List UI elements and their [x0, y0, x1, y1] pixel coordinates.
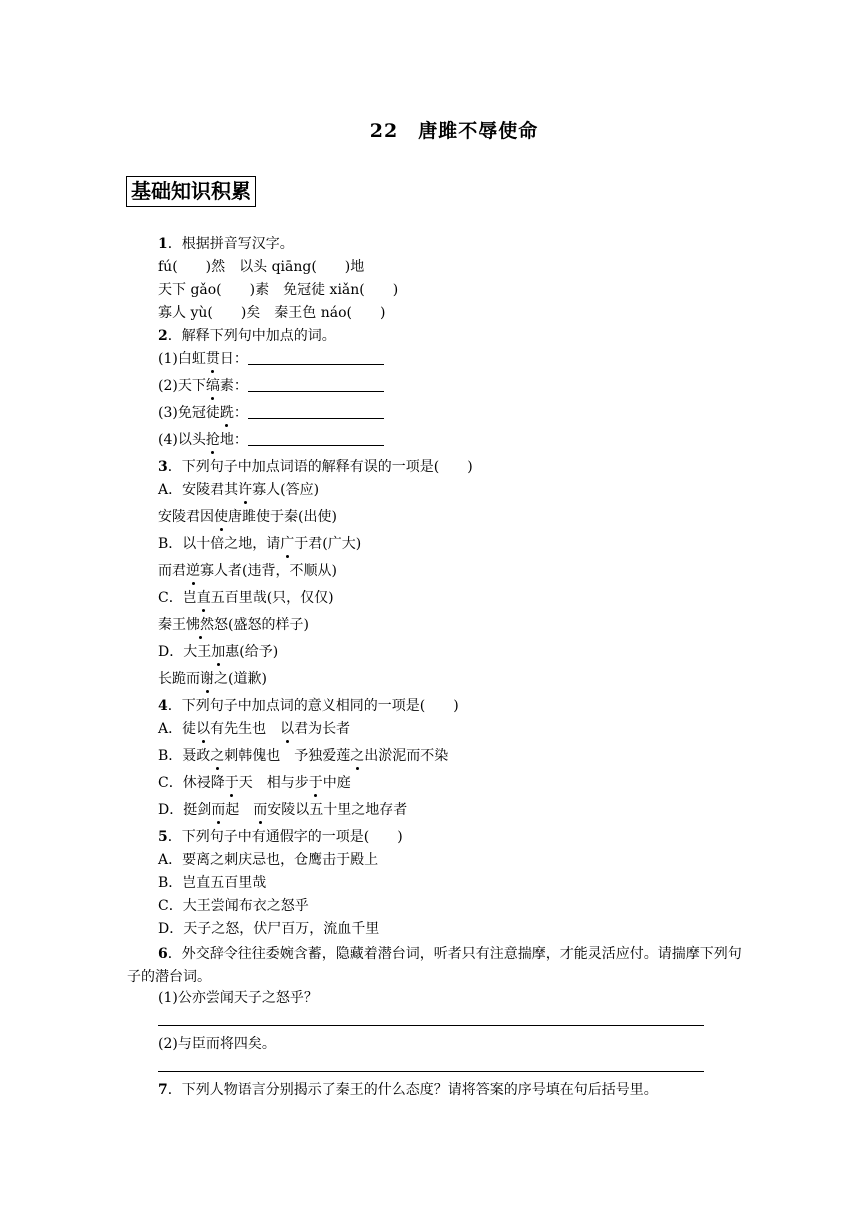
q3-option-c: C．岂直五百里哉(只，仅仅) [158, 590, 334, 606]
q4-option-d: D．挺剑而起 而安陵以五十里之地存者 [158, 802, 408, 818]
q1-line-1: fú( )然 以头 qiāng( )地 [158, 259, 365, 275]
q3-option-d: D．大王加惠(给予) [158, 644, 279, 660]
answer-line-2 [158, 1071, 704, 1072]
q3-option-a: A．安陵君其许寡人(答应) [158, 482, 320, 498]
section-heading: 基础知识积累 [126, 176, 256, 207]
answer-blank [248, 404, 384, 419]
q2-item-4: (4)以头抢地： [158, 431, 384, 449]
question-5: 5．下列句子中有通假字的一项是( ) [158, 829, 403, 845]
q3-option-a-2: 安陵君因使唐雎使于秦(出使) [158, 509, 337, 525]
q2-item-3: (3)免冠徒跣： [158, 404, 384, 422]
q3-option-b: B．以十倍之地，请广于君(广大) [158, 536, 362, 552]
q6-sentence-1: (1)公亦尝闻天子之怒乎？ [158, 990, 318, 1006]
question-3: 3．下列句子中加点词语的解释有误的一项是( ) [158, 459, 473, 475]
question-1: 1．根据拼音写汉字。 [158, 236, 294, 252]
question-2: 2．解释下列句中加点的词。 [158, 328, 336, 344]
q5-option-a: A．要离之刺庆忌也，仓鹰击于殿上 [158, 852, 379, 868]
q1-line-2: 天下 gǎo( )素 免冠徒 xiǎn( ) [158, 282, 399, 298]
q5-option-c: C．大王尝闻布衣之怒乎 [158, 898, 309, 914]
q3-option-d-2: 长跪而谢之(道歉) [158, 671, 267, 687]
q5-option-b: B．岂直五百里哉 [158, 875, 267, 891]
q6-sentence-2: (2)与臣而将四矣。 [158, 1036, 276, 1052]
answer-line-1 [158, 1025, 704, 1026]
q2-item-2: (2)天下缟素： [158, 377, 384, 395]
q3-option-b-2: 而君逆寡人者(违背，不顺从) [158, 563, 337, 579]
q4-option-c: C．休祲降于天 相与步于中庭 [158, 775, 351, 791]
q1-line-3: 寡人 yù( )矣 秦王色 náo( ) [158, 305, 386, 321]
q4-option-b: B．聂政之刺韩傀也 予独爱莲之出淤泥而不染 [158, 748, 449, 764]
question-7: 7．下列人物语言分别揭示了秦王的什么态度？请将答案的序号填在句后括号里。 [158, 1082, 658, 1098]
q2-item-1: (1)白虹贯日： [158, 350, 384, 368]
q4-option-a: A．徒以有先生也 以君为长者 [158, 721, 351, 737]
q3-option-c-2: 秦王怫然怒(盛怒的样子) [158, 617, 309, 633]
answer-blank [248, 350, 384, 365]
question-4: 4．下列句子中加点词的意义相同的一项是( ) [158, 698, 459, 714]
answer-blank [248, 377, 384, 392]
answer-blank [248, 431, 384, 446]
q5-option-d: D．天子之怒，伏尸百万，流血千里 [158, 921, 380, 937]
question-6: 6．外交辞令往往委婉含蓄，隐藏着潜台词，听者只有注意揣摩，才能灵活应付。请揣摩下列句子的潜台词。 [127, 946, 742, 985]
page-title: 22 唐雎不辱使命 [369, 120, 539, 142]
